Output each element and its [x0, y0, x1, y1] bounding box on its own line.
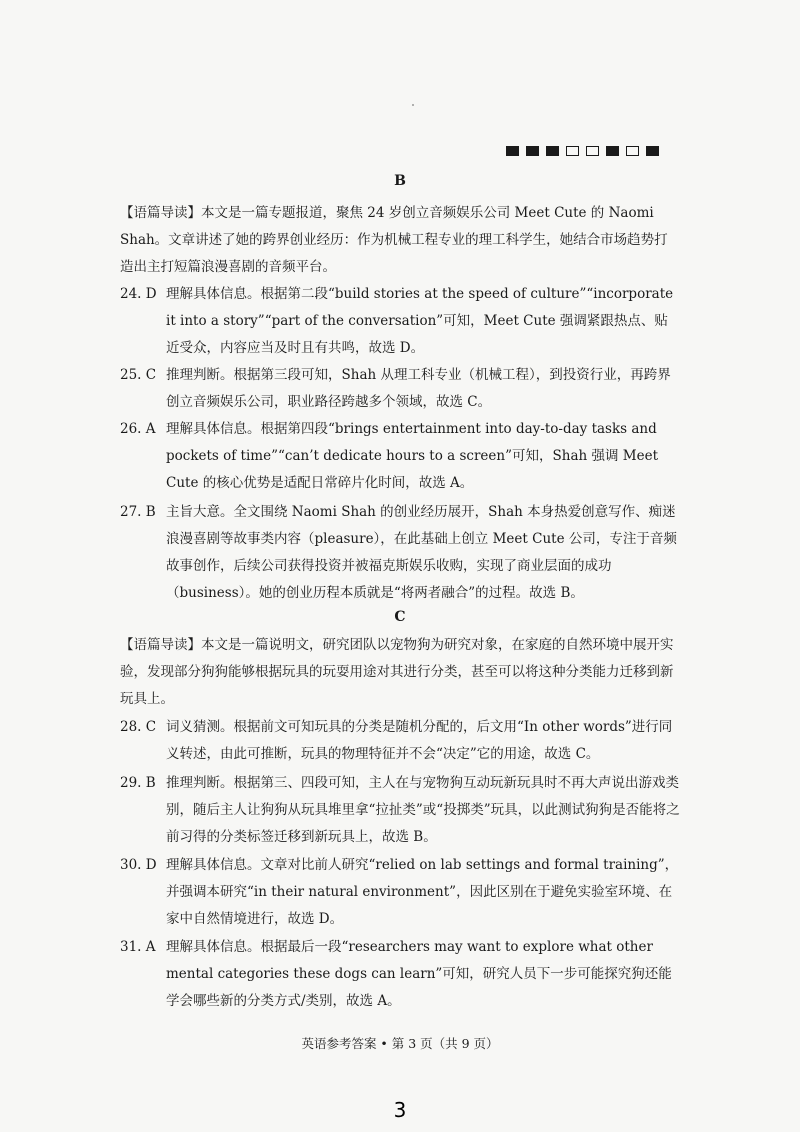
answer-item-31 — [120, 934, 680, 1015]
answer-item-24 — [120, 281, 680, 362]
answer-item-25 — [120, 362, 680, 416]
answer-number: 28. C — [120, 719, 157, 735]
answer-item-26 — [120, 416, 680, 497]
header-marks — [506, 146, 659, 158]
answer-number: 27. B — [120, 504, 156, 520]
answer-number: 26. A — [120, 421, 156, 437]
header-mark-2 — [526, 146, 539, 156]
answer-explanation: 推理判断。根据第三、四段可知，主人在与宠物狗互动玩新玩具时不再大声说出游戏类别，随后主人让狗狗从玩具堆里拿“拉扯类”或“投掷类”玩具，以此测试狗狗是否能将之前习得的分类标签迁移到新玩具上，故选 B。 — [166, 775, 680, 845]
answer-number: 30. D — [120, 857, 157, 873]
section-b-intro: 【语篇导读】本文是一篇专题报道，聚焦 24 岁创立音频娱乐公司 Meet Cute 的 Naomi Shah。文章讲述了她的跨界创业经历：作为机械工程专业的理工科学生，她结合市场趋势打造出主打短篇浪漫喜剧的音频平台。 — [120, 205, 668, 275]
answer-number: 29. B — [120, 775, 156, 791]
section-c-intro: 【语篇导读】本文是一篇说明文，研究团队以宠物狗为研究对象，在家庭的自然环境中展开实验，发现部分狗狗能够根据玩具的玩耍用途对其进行分类，甚至可以将这种分类能力迁移到新玩具上。 — [120, 637, 674, 707]
answer-number: 31. A — [120, 939, 156, 955]
answer-explanation: 理解具体信息。根据第四段“brings entertainment into day-to-day tasks and pockets of time”“can’t dedicate hours to a screen”可知，Shah 强调 Meet Cute 的核心优势是适配日常碎片化时间，故选 A。 — [166, 421, 658, 491]
answer-item-30 — [120, 852, 680, 933]
answer-explanation: 理解具体信息。根据第二段“build stories at the speed of culture”“incorporate it into a story”“part of the conversation”可知，Meet Cute 强调紧跟热点、贴近受众，内容应当及时且有共鸣，故选 D。 — [166, 286, 674, 356]
section-heading-c: C — [394, 609, 406, 625]
header-mark-7 — [626, 146, 639, 156]
header-mark-6 — [606, 146, 619, 156]
header-mark-5 — [586, 146, 599, 156]
answer-explanation: 推理判断。根据第三段可知，Shah 从理工科专业（机械工程），到投资行业，再跨界创立音频娱乐公司，职业路径跨越多个领域，故选 C。 — [166, 367, 671, 410]
header-mark-8 — [646, 146, 659, 156]
answer-explanation: 主旨大意。全文围绕 Naomi Shah 的创业经历展开，Shah 本身热爱创意写作、痴迷浪漫喜剧等故事类内容（pleasure），在此基础上创立 Meet Cute 公司，专注于音频故事创作，后续公司获得投资并被福克斯娱乐收购，实现了商业层面的成功（business）。她的创业历程本质就是“将两者融合”的过程。故选 B。 — [166, 504, 677, 601]
answer-explanation: 理解具体信息。文章对比前人研究“relied on lab settings and formal training”，并强调本研究“in their natural environment”，因此区别在于避免实验室环境、在家中自然情境进行，故选 D。 — [166, 857, 679, 927]
answer-number: 24. D — [120, 286, 157, 302]
page-footer: 英语参考答案 • 第 3 页（共 9 页） — [301, 1036, 499, 1051]
scan-speck — [412, 104, 414, 106]
answer-explanation: 词义猜测。根据前文可知玩具的分类是随机分配的，后文用“In other words”进行同义转述，由此可推断，玩具的物理特征并不会“决定”它的用途，故选 C。 — [166, 719, 673, 762]
answer-explanation: 理解具体信息。根据最后一段“researchers may want to explore what other mental categories these dogs can learn”可知，研究人员下一步可能探究狗还能学会哪些新的分类方式/类别，故选 A。 — [166, 939, 672, 1009]
answer-number: 25. C — [120, 367, 157, 383]
header-mark-3 — [546, 146, 559, 156]
page-number: 3 — [393, 1098, 407, 1122]
header-mark-1 — [506, 146, 519, 156]
section-heading-b: B — [394, 173, 406, 189]
header-mark-4 — [566, 146, 579, 156]
answer-item-28 — [120, 714, 680, 768]
answer-item-27 — [120, 499, 680, 607]
answer-item-29 — [120, 770, 680, 851]
